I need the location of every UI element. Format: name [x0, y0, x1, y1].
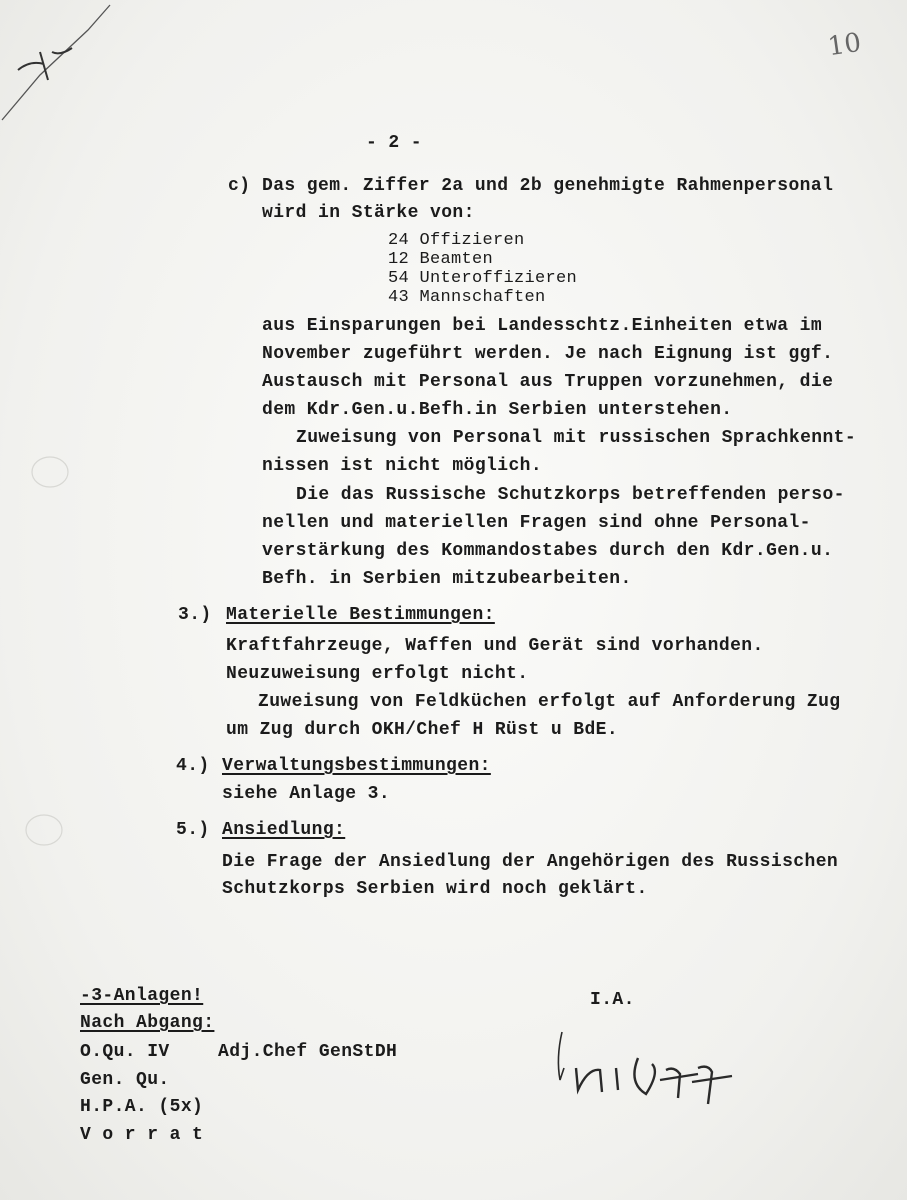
personnel-row: 43 Mannschaften — [388, 288, 546, 307]
section-c-para3: nellen und materiellen Fragen sind ohne Personal- — [262, 513, 811, 533]
punch-hole-mark — [28, 452, 72, 492]
section-c-text: November zugeführt werden. Je nach Eignung ist ggf. — [262, 344, 834, 364]
section-5-heading: Ansiedlung: — [222, 820, 346, 840]
section-3-line: um Zug durch OKH/Chef H Rüst u BdE. — [226, 720, 619, 740]
section-3-line: Neuzuweisung erfolgt nicht. — [226, 664, 529, 684]
pencil-mark-left — [0, 0, 130, 130]
section-3-number: 3.) — [178, 605, 212, 625]
section-4-line: siehe Anlage 3. — [222, 784, 391, 804]
punch-hole-mark — [22, 810, 66, 850]
adjutant-recipient: Adj.Chef GenStDH — [218, 1042, 398, 1062]
recipient: H.P.A. (5x) — [80, 1097, 204, 1117]
section-c-para2: nissen ist nicht möglich. — [262, 456, 543, 476]
section-5-line: Schutzkorps Serbien wird noch geklärt. — [222, 879, 648, 899]
recipient: O.Qu. IV — [80, 1042, 170, 1062]
recipient: Gen. Qu. — [80, 1070, 170, 1090]
section-c-line: wird in Stärke von: — [262, 203, 475, 223]
handwritten-signature — [548, 1028, 748, 1118]
section-4-heading: Verwaltungsbestimmungen: — [222, 756, 491, 776]
section-c-line: Das gem. Ziffer 2a und 2b genehmigte Rahmenpersonal — [262, 176, 834, 196]
section-5-line: Die Frage der Ansiedlung der Angehörigen des Russischen — [222, 852, 839, 872]
ia-label: I.A. — [590, 990, 635, 1010]
archive-page-number: 10 — [826, 27, 864, 63]
section-c-para3: verstärkung des Kommandostabes durch den Kdr.Gen.u. — [262, 541, 834, 561]
section-c-text: aus Einsparungen bei Landesschtz.Einheiten etwa im — [262, 316, 823, 336]
personnel-row: 12 Beamten — [388, 250, 494, 269]
nach-abgang-heading: Nach Abgang: — [80, 1013, 215, 1033]
recipient: V o r r a t — [80, 1125, 204, 1145]
section-c-para2: Zuweisung von Personal mit russischen Sprachkennt- — [296, 428, 857, 448]
personnel-row: 54 Unteroffizieren — [388, 269, 578, 288]
personnel-row: 24 Offizieren — [388, 231, 525, 250]
page-number: - 2 - — [366, 133, 423, 153]
section-3-line: Zuweisung von Feldküchen erfolgt auf Anforderung Zug — [258, 692, 841, 712]
section-c-text: Austausch mit Personal aus Truppen vorzunehmen, die — [262, 372, 834, 392]
section-5-number: 5.) — [176, 820, 210, 840]
section-4-number: 4.) — [176, 756, 210, 776]
anlagen-note: -3-Anlagen! — [80, 986, 204, 1006]
section-c-para3: Befh. in Serbien mitzubearbeiten. — [262, 569, 632, 589]
section-c-marker: c) — [228, 176, 251, 196]
section-c-text: dem Kdr.Gen.u.Befh.in Serbien unterstehen. — [262, 400, 733, 420]
section-c-para3: Die das Russische Schutzkorps betreffenden perso- — [296, 485, 845, 505]
section-3-heading: Materielle Bestimmungen: — [226, 605, 495, 625]
section-3-line: Kraftfahrzeuge, Waffen und Gerät sind vorhanden. — [226, 636, 764, 656]
